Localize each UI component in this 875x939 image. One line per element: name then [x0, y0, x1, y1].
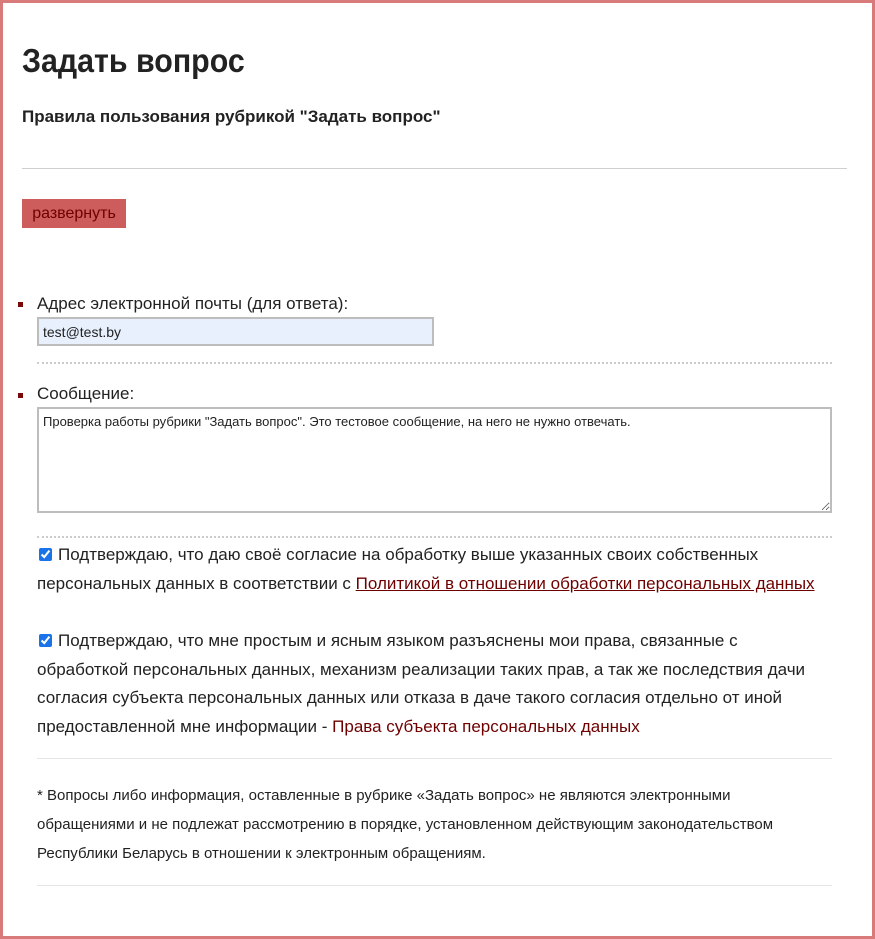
disclaimer-note: * Вопросы либо информация, оставленные в рубрике «Задать вопрос» не являются электронными обращениями и не подлежат рассмотрению в порядке, установленном действующим законодательством Республики Беларусь в отношении к электронным обращениям.: [37, 787, 774, 862]
email-input[interactable]: [37, 317, 434, 346]
consent-processing: [37, 541, 827, 598]
rules-heading: Правила пользования рубрикой "Задать вопрос": [22, 107, 441, 126]
divider: [37, 885, 832, 886]
dotted-divider: [37, 536, 832, 538]
dotted-divider: [37, 362, 832, 364]
consent-rights-text: Подтверждаю, что мне простым и ясным языком разъяснены мои права, связанные с обработкой персональных данных, механизм реализации таких прав, а так же последствия дачи согласия субъекта персональных данных или отказа в даче такого согласия отдельно от иной предоставленной мне информации -: [37, 631, 806, 736]
consent-rights-checkbox[interactable]: [39, 634, 52, 647]
page: [3, 3, 872, 936]
expand-rules-button[interactable]: развернуть: [22, 199, 126, 228]
consent-processing-text: Подтверждаю, что даю своё согласие на обработку выше указанных своих собственных персональных данных в соответствии с: [37, 545, 759, 593]
divider: [37, 758, 832, 759]
email-label: Адрес электронной почты (для ответа):: [37, 294, 349, 313]
page-title: Задать вопрос: [22, 42, 245, 79]
bullet-icon: [18, 302, 23, 307]
message-textarea[interactable]: [37, 407, 832, 513]
divider: [22, 168, 847, 169]
message-label: Сообщение:: [37, 384, 135, 403]
bullet-icon: [18, 393, 23, 398]
subject-rights-link[interactable]: Права субъекта персональных данных: [332, 716, 640, 736]
privacy-policy-link[interactable]: Политикой в отношении обработки персональных данных: [355, 573, 815, 593]
consent-rights: [37, 627, 827, 741]
consent-processing-checkbox[interactable]: [39, 548, 52, 561]
